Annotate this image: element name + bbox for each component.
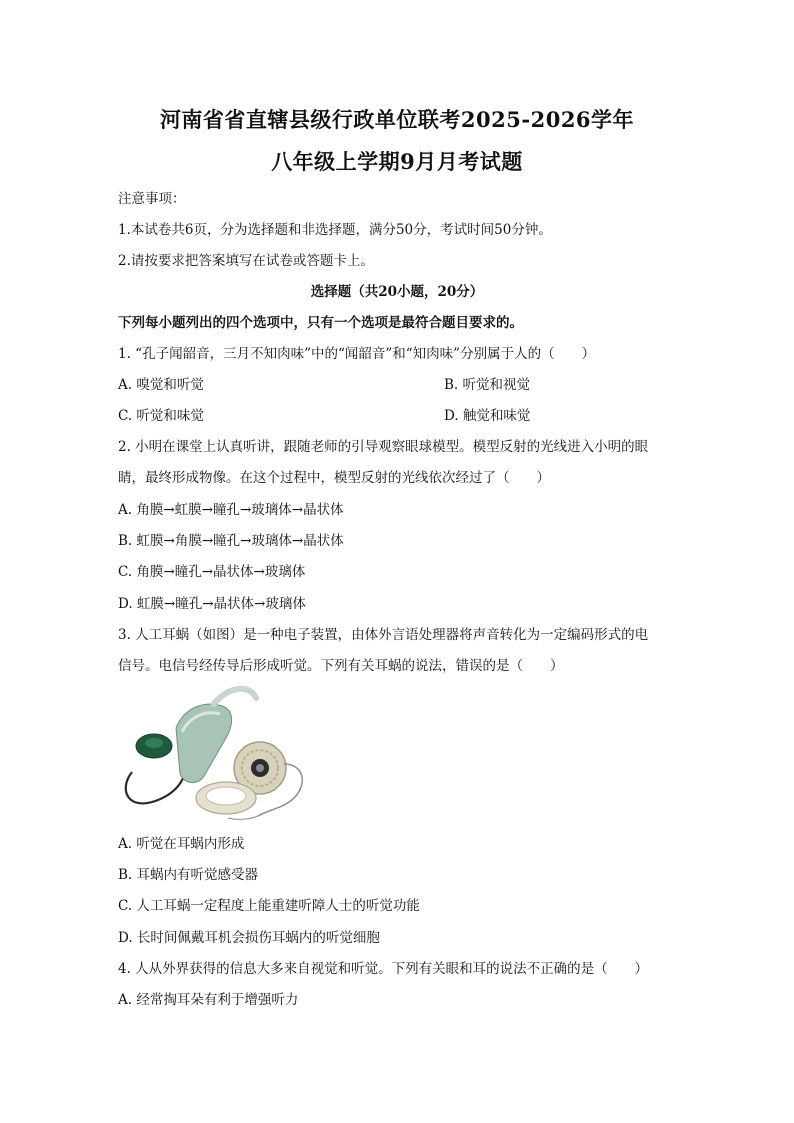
q3-option-a: A. 听觉在耳蜗内形成 [118, 836, 245, 852]
q2-stem-line2: 睛，最终形成物像。在这个过程中，模型反射的光线依次经过了（ ） [118, 470, 550, 486]
q2-option-a: A. 角膜→虹膜→瞳孔→玻璃体→晶状体 [118, 502, 344, 518]
q2-option-c: C. 角膜→瞳孔→晶状体→玻璃体 [118, 564, 306, 580]
q1-option-b: B. 听觉和视觉 [444, 377, 531, 393]
section-instruction: 下列每小题列出的四个选项中，只有一个选项是最符合题目要求的。 [118, 315, 523, 331]
q3-option-b: B. 耳蜗内有听觉感受器 [118, 867, 259, 883]
q3-option-d: D. 长时间佩戴耳机会损伤耳蜗内的听觉细胞 [118, 930, 380, 946]
q1-stem: 1. “孔子闻韶音，三月不知肉味”中的“闻韶音”和“知肉味”分别属于人的（ ） [118, 346, 596, 362]
notice-item-1: 1.本试卷共6页，分为选择题和非选择题，满分50分，考试时间50分钟。 [118, 222, 552, 238]
q3-option-c: C. 人工耳蜗一定程度上能重建听障人士的听觉功能 [118, 898, 420, 914]
notice-heading: 注意事项： [118, 191, 186, 207]
q3-stem-line1: 3. 人工耳蜗（如图）是一种电子装置，由体外言语处理器将声音转化为一定编码形式的电 [118, 627, 649, 643]
q2-option-b: B. 虹膜→角膜→瞳孔→玻璃体→晶状体 [118, 533, 344, 549]
q2-option-d: D. 虹膜→瞳孔→晶状体→玻璃体 [118, 596, 306, 612]
q3-stem-line2: 信号。电信号经传导后形成听觉。下列有关耳蜗的说法，错误的是（ ） [118, 658, 564, 674]
notice-item-2: 2.请按要求把答案填写在试卷或答题卡上。 [118, 253, 374, 269]
exam-title-line2: 八年级上学期9月月考试题 [271, 149, 523, 174]
cochlear-implant-image [118, 680, 314, 822]
q1-option-c: C. 听觉和味觉 [118, 408, 204, 424]
q1-option-d: D. 触觉和味觉 [444, 408, 531, 424]
q4-option-a: A. 经常掏耳朵有利于增强听力 [118, 992, 299, 1008]
q4-stem: 4. 人从外界获得的信息大多来自视觉和听觉。下列有关眼和耳的说法不正确的是（ ） [118, 961, 649, 977]
exam-title-line1: 河南省省直辖县级行政单位联考2025-2026学年 [159, 107, 635, 132]
section-title: 选择题（共20小题，20分） [310, 284, 484, 300]
q2-stem-line1: 2. 小明在课堂上认真听讲，跟随老师的引导观察眼球模型。模型反射的光线进入小明的眼 [118, 439, 649, 455]
q1-option-a: A. 嗅觉和听觉 [118, 377, 204, 393]
